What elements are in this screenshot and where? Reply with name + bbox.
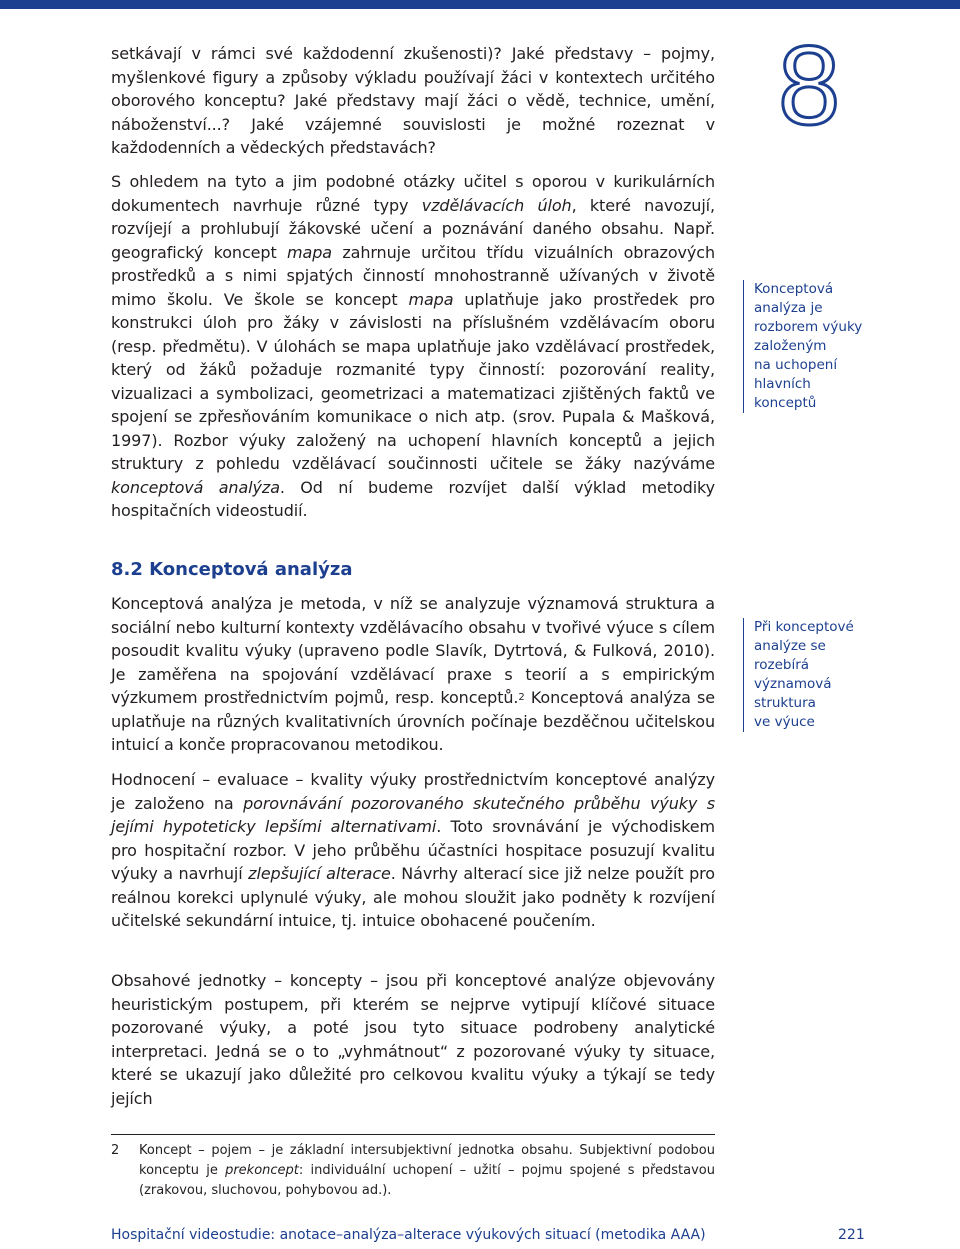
emphasis-konceptova-analyza: konceptová analýza: [111, 477, 280, 497]
text-run: uplatňuje jako prostředek pro konstrukci úloh pro žáky v závislosti na příslušném vzdělávacím oboru (resp. předmětu). V úlohách se mapa uplatňuje jako vzdělávací prostředek, který od žáků požaduje rozmanité typy činností: pozorování reality, vizualizaci a symbolizaci, geometrizaci a matematizaci zjištěných faktů ve spojení se zpřesňováním komunikace o nich atp. (srov. Pupala & Mašková, 1997). Rozbor výuky založený na uchopení hlavních konceptů a jejich struktury z pohledu vzdělávací součinnosti učitele se žáky nazýváme: [111, 289, 715, 473]
margin-note-line: analýze se: [754, 638, 826, 654]
footer-title: Hospitační videostudie: anotace–analýza–alterace výukových situací (metodika AAA): [111, 1227, 706, 1243]
margin-note-line: rozborem výuky: [754, 319, 863, 335]
margin-note-1: [743, 280, 879, 413]
paragraph-definition: [111, 592, 715, 757]
margin-note-line: hlavních: [754, 376, 811, 392]
footnote: [111, 1141, 715, 1201]
text-run: zahrnuje určitou třídu vizuálních obrazových prostředků a s nimi spjatých činností mnohostranně užívaných v životě mimo školu. Ve škole se koncept: [111, 242, 715, 309]
footnote-text: [139, 1141, 715, 1201]
margin-note-line: založeným: [754, 338, 827, 354]
section-heading: 8.2 Konceptová analýza: [111, 559, 353, 580]
top-accent-bar: [0, 0, 960, 9]
emphasis-vzdelavaci-ulohy: vzdělávacích úloh: [421, 195, 572, 215]
footnote-number: 2: [111, 1143, 120, 1158]
text-run: . Od ní budeme rozvíjet další výklad metodiky hospitačních videostudií.: [111, 477, 716, 520]
margin-note-line: analýza je: [754, 300, 823, 316]
text-run: Konceptová analýza se uplatňuje na různých kvalitativních úrovních počínaje bezděčnou učitelskou intuicí a konče propracovanou metodikou.: [111, 688, 715, 754]
footnote-reference[interactable]: 2: [518, 692, 525, 703]
text-run: Konceptová analýza je metoda, v níž se analyzuje významová struktura a sociální nebo kulturní kontexty vzdělávacího obsahu v tvořivé výuce s cílem posoudit kvalitu výuky (upraveno podle Slavík, Dytrtová, & Fulková, 2010). Je zaměřena na spojování vzdělávací praxe s teorií a s empirickým výzkumem prostřednictvím pojmů, resp. konceptů.: [111, 594, 715, 707]
text-run: . Návrhy alterací sice již nelze použít pro reálnou korekci uplynulé výuky, ale mohou sloužit jako podněty k rozvíjení učitelské sekundární intuice, tj. intuice obohacené poučením.: [111, 864, 715, 930]
emphasis-mapa: mapa: [408, 289, 454, 309]
paragraph-tasks: [111, 170, 715, 523]
text-run: , které navozují, rozvíjejí a prohlubují žákovské učení a poznávání daného obsahu. Např. geografický koncept: [111, 195, 715, 262]
text-run: Koncept – pojem – je základní intersubjektivní jednotka obsahu. Subjektivní podobou konceptu je: [139, 1143, 715, 1178]
paragraph-content-units: Obsahové jednotky – koncepty – jsou při konceptové analýze objevovány heuristickým postupem, při kterém se nejprve vytipují klíčové situace pozorované výuky, a poté jsou tyto situace podrobeny analytické interpretaci. Jedná se o to „vyhmátnout“ z pozorované výuky ty situace, které se ukazují jako důležité pro celkovou kvalitu výuky a týkají se tedy jejích: [111, 971, 715, 1108]
page-number: 221: [838, 1227, 865, 1243]
margin-note-line: rozebírá: [754, 657, 810, 673]
emphasis-mapa: mapa: [287, 242, 332, 262]
emphasis-zlepsujici-alterace: zlepšující alterace: [248, 864, 391, 883]
margin-note-line: struktura: [754, 695, 816, 711]
margin-note-line: Konceptová: [754, 281, 834, 297]
margin-note-2: [743, 618, 879, 732]
emphasis-porovnavani: porovnávání pozorovaného skutečného průběhu výuky s jejími hypoteticky lepšími alternativami: [111, 793, 715, 836]
paragraph-evaluation: [111, 768, 715, 933]
margin-note-line: ve výuce: [754, 714, 815, 730]
text-run: : individuální uchopení – užití – pojmu spojené s představou (zrakovou, sluchovou, pohybovou ad.).: [139, 1163, 715, 1198]
emphasis-prekoncept: prekoncept: [225, 1163, 299, 1178]
footnote-divider: [111, 1134, 715, 1135]
margin-note-line: významová: [754, 676, 832, 692]
margin-note-line: na uchopení: [754, 357, 838, 373]
margin-note-line: konceptů: [754, 395, 817, 411]
text-run: Hodnocení – evaluace – kvality výuky prostřednictvím konceptové analýzy je založeno na: [111, 770, 715, 813]
chapter-number: 8: [778, 23, 841, 148]
text-run: S ohledem na tyto a jim podobné otázky učitel s oporou v kurikulárních dokumentech navrhuje různé typy: [111, 172, 715, 215]
margin-note-line: Při konceptové: [754, 619, 854, 635]
paragraph-intro: setkávají v rámci své každodenní zkušenosti)? Jaké představy – pojmy, myšlenkové figury a způsoby výkladu používají žáci v kontextech určitého oborového konceptu? Jaké představy mají žáci o vědě, technice, umění, náboženství...? Jaké vzájemné souvislosti je možné rozeznat v každodenních a vědeckých představách?: [111, 44, 715, 157]
text-run: . Toto srovnávání je východiskem pro hospitační rozbor. V jeho průběhu účastníci hospitace posuzují kvalitu výuky a navrhují: [111, 817, 715, 883]
